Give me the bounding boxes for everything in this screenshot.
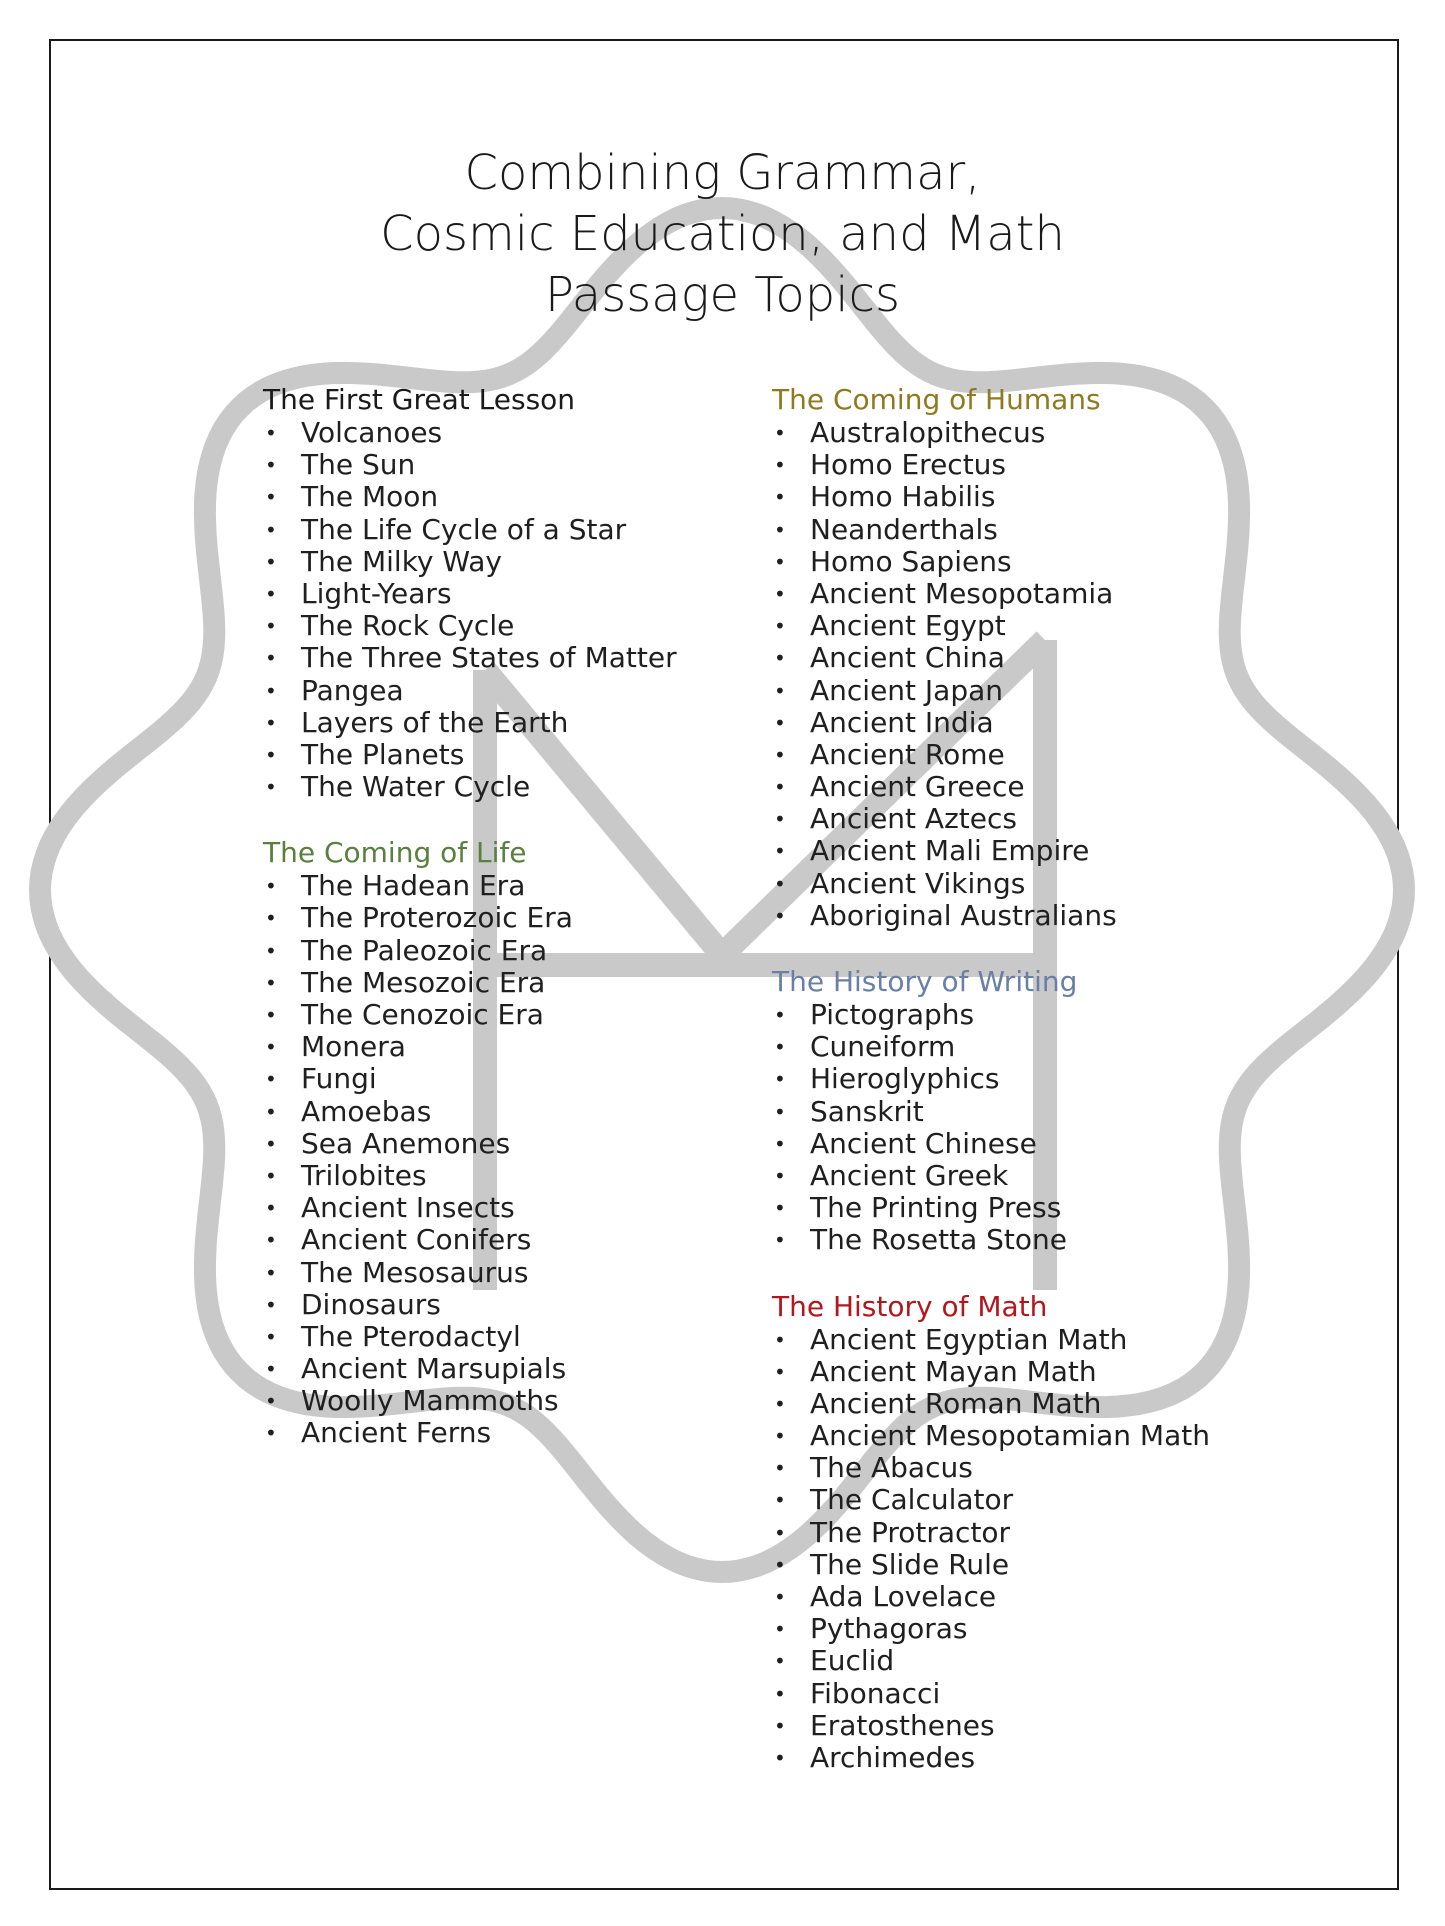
topic-list [772,999,1332,1257]
section-heading: The First Great Lesson [263,383,576,416]
list-item: • Ada Lovelace [772,1581,1332,1613]
list-item: • Woolly Mammoths [263,1385,783,1417]
list-item: • The Slide Rule [772,1549,1332,1581]
section-the-coming-of-life [263,835,783,1449]
list-item: • The Calculator [772,1484,1332,1516]
section-heading: The History of Math [772,1289,1048,1323]
list-item: • Ancient Ferns [263,1417,783,1449]
list-item: • Ancient Conifers [263,1224,783,1256]
section-heading: The Coming of Life [263,836,527,870]
list-item: • Eratosthenes [772,1710,1332,1742]
list-item: • Ancient Vikings [772,868,1332,900]
topic-list [772,417,1332,932]
title-line-1: Combining Grammar, [464,145,981,201]
list-item: • Ancient Mesopotamian Math [772,1420,1332,1452]
list-item: • Homo Habilis [772,481,1332,513]
list-item: • The Moon [263,481,783,513]
list-item: • The Proterozoic Era [263,902,783,934]
list-item: • Ancient Chinese [772,1128,1332,1160]
section-the-history-of-writing [772,964,1332,1257]
list-item: • Fibonacci [772,1678,1332,1710]
list-item: • The Life Cycle of a Star [263,514,783,546]
list-item: • The Pterodactyl [263,1321,783,1353]
list-item: • The Water Cycle [263,771,783,803]
list-item: • The Hadean Era [263,870,783,902]
list-item: • Volcanoes [263,417,783,449]
list-item: • Pictographs [772,999,1332,1031]
list-item: • Sea Anemones [263,1128,783,1160]
section-heading: The Coming of Humans [772,383,1101,416]
list-item: • The Abacus [772,1452,1332,1484]
list-item: • Ancient Marsupials [263,1353,783,1385]
list-item: • The Three States of Matter [263,642,783,674]
list-item: • The Cenozoic Era [263,999,783,1031]
list-item: • The Protractor [772,1517,1332,1549]
list-item: • Light-Years [263,578,783,610]
list-item: • Euclid [772,1645,1332,1677]
list-item: • Ancient Mayan Math [772,1356,1332,1388]
list-item: • The Mesozoic Era [263,967,783,999]
list-item: • Pythagoras [772,1613,1332,1645]
list-item: • Ancient China [772,642,1332,674]
list-item: • The Paleozoic Era [263,935,783,967]
list-item: • Ancient Japan [772,675,1332,707]
list-item: • Ancient Aztecs [772,803,1332,835]
section-the-history-of-math [772,1289,1332,1775]
list-item: • Layers of the Earth [263,707,783,739]
list-item: • Ancient India [772,707,1332,739]
list-item: • Monera [263,1031,783,1063]
list-item: • The Milky Way [263,546,783,578]
section-heading: The History of Writing [772,965,1078,998]
page-title [0,143,1445,326]
list-item: • Archimedes [772,1742,1332,1774]
list-item: • Ancient Egypt [772,610,1332,642]
list-item: • Dinosaurs [263,1289,783,1321]
list-item: • Ancient Mesopotamia [772,578,1332,610]
topic-list [263,417,783,803]
list-item: • Ancient Insects [263,1192,783,1224]
list-item: • Fungi [263,1063,783,1095]
left-column [263,382,783,1482]
list-item: • Homo Erectus [772,449,1332,481]
right-column [772,382,1332,1806]
list-item: • Hieroglyphics [772,1063,1332,1095]
list-item: • Ancient Egyptian Math [772,1324,1332,1356]
list-item: • Amoebas [263,1096,783,1128]
title-line-2: Cosmic Education, and Math [380,206,1065,262]
list-item: • The Mesosaurus [263,1257,783,1289]
section-the-coming-of-humans [772,382,1332,932]
list-item: • Ancient Mali Empire [772,835,1332,867]
list-item: • Neanderthals [772,514,1332,546]
list-item: • Pangea [263,675,783,707]
list-item: • The Rosetta Stone [772,1224,1332,1256]
topic-list [263,870,783,1449]
list-item: • Sanskrit [772,1096,1332,1128]
list-item: • Australopithecus [772,417,1332,449]
list-item: • The Rock Cycle [263,610,783,642]
topic-list [772,1324,1332,1775]
list-item: • Ancient Rome [772,739,1332,771]
list-item: • Ancient Roman Math [772,1388,1332,1420]
list-item: • The Sun [263,449,783,481]
list-item: • Ancient Greece [772,771,1332,803]
list-item: • Aboriginal Australians [772,900,1332,932]
list-item: • Trilobites [263,1160,783,1192]
list-item: • Cuneiform [772,1031,1332,1063]
list-item: • Homo Sapiens [772,546,1332,578]
list-item: • Ancient Greek [772,1160,1332,1192]
section-the-first-great-lesson [263,382,783,803]
list-item: • The Printing Press [772,1192,1332,1224]
title-line-3: Passage Topics [545,267,900,323]
list-item: • The Planets [263,739,783,771]
